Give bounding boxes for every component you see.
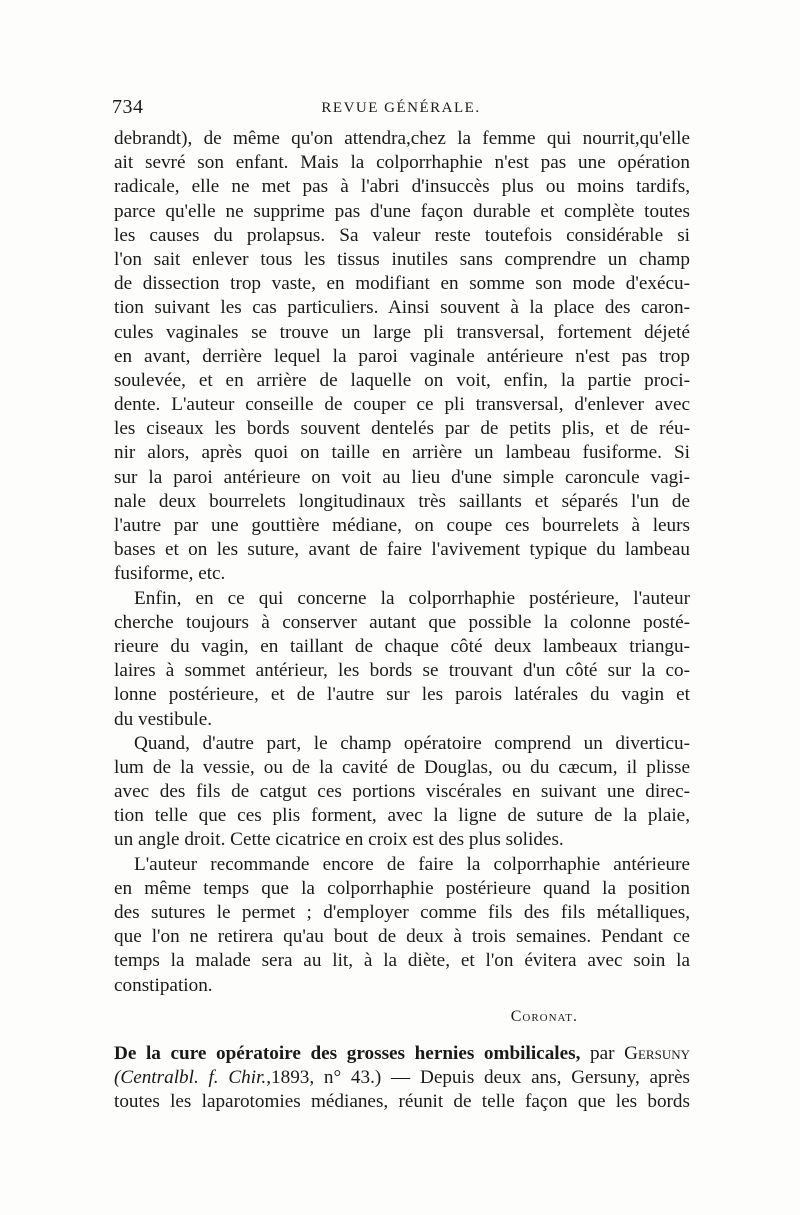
text-line: toutes les laparotomies médianes, réunit de telle façon que les bords — [114, 1091, 690, 1113]
text-line: nale deux bourrelets longitudinaux très saillants et séparés l'un de — [114, 490, 690, 512]
text-line: les causes du prolapsus. Sa valeur reste toutefois considérable si — [114, 224, 690, 246]
text-line: avec des fils de catgut ces portions viscérales en suivant une direc- — [114, 781, 690, 803]
journal-citation: (Centralbl. f. Chir. — [114, 1066, 267, 1088]
text-line: lum de la vessie, ou de la cavité de Douglas, ou du cæcum, il plisse — [114, 756, 690, 778]
text-fragment: — Depuis deux ans, Gersuny, après — [381, 1066, 690, 1088]
section-title: De la cure opératoire des grosses hernies ombilicales, — [114, 1042, 581, 1064]
text-line: Quand, d'autre part, le champ opératoire comprend un diverticu- — [134, 732, 690, 754]
citation-line — [114, 1066, 690, 1090]
text-line: sur la paroi antérieure on voit au lieu d'une simple caroncule vagi- — [114, 466, 690, 488]
text-line: dente. L'auteur conseille de couper ce pli transversal, d'enlever avec — [114, 394, 690, 416]
paragraph-3 — [114, 732, 690, 853]
text-line: un angle droit. Cette cicatrice en croix est des plus solides. — [114, 829, 564, 851]
text-line: constipation. — [114, 974, 213, 996]
section-hernies — [114, 1042, 690, 1115]
text-line: laires à sommet antérieur, les bords se trouvant d'un côté sur la co- — [114, 660, 690, 682]
section-gap — [114, 1028, 690, 1042]
text-line: des sutures le permet ; d'employer comme fils des fils métalliques, — [114, 902, 690, 923]
text-line: soulevée, et en arrière de laquelle on voit, enfin, la partie proci- — [114, 369, 690, 391]
text-line: L'auteur recommande encore de faire la colporrhaphie antérieure — [134, 853, 690, 875]
paragraph-4 — [114, 853, 690, 998]
text-line: radicale, elle ne met pas à l'abri d'insuccès plus ou moins tardifs, — [114, 176, 690, 198]
page-header — [112, 96, 690, 126]
signature-row — [114, 998, 690, 1028]
citation-details: ,1893, n° 43.) — [266, 1066, 382, 1088]
text-line: que l'on ne retirera qu'au bout de deux à trois semaines. Pendant ce — [114, 926, 690, 948]
body-text — [114, 127, 690, 1114]
by-word: par — [590, 1042, 615, 1064]
text-line: l'on sait enlever tous les tissus inutiles sans comprendre un champ — [114, 248, 690, 270]
section-author: Gersuny — [624, 1042, 690, 1064]
text-line: du vestibule. — [114, 708, 213, 730]
page-number: 734 — [112, 96, 144, 118]
text-line: ait sevré son enfant. Mais la colporrhaphie n'est pas une opération — [114, 152, 690, 174]
text-line: debrandt), de même qu'on attendra,chez la femme qui nourrit,qu'elle — [114, 128, 690, 149]
text-line: cules vaginales se trouve un large pli transversal, fortement déjeté — [114, 321, 690, 343]
text-line: en avant, derrière lequel la paroi vaginale antérieure n'est pas trop — [114, 345, 690, 367]
text-line: les ciseaux les bords souvent dentelés par de petits plis, et de réu- — [114, 418, 690, 440]
text-line: nir alors, après quoi on taille en arrière un lambeau fusiforme. Si — [114, 442, 690, 464]
text-line: de dissection trop vaste, en modifiant en somme son mode d'exécu- — [114, 273, 690, 295]
text-line: parce qu'elle ne supprime pas d'une façon durable et complète toutes — [114, 200, 690, 222]
paragraph-1 — [114, 127, 690, 587]
author-signature: Coronat. — [510, 1007, 578, 1025]
text-line: temps la malade sera au lit, à la diète, et l'on évitera avec soin la — [114, 950, 690, 972]
running-title: REVUE GÉNÉRALE. — [321, 100, 481, 116]
text-line: tion telle que ces plis forment, avec la ligne de suture de la plaie, — [114, 805, 690, 827]
text-line: en même temps que la colporrhaphie postérieure quand la position — [114, 877, 690, 899]
text-line: bases et on les suture, avant de faire l'avivement typique du lambeau — [114, 539, 690, 561]
section-title-line — [114, 1042, 690, 1066]
text-line: lonne postérieure, et de l'autre sur les parois latérales du vagin et — [114, 684, 690, 706]
text-line: fusiforme, etc. — [114, 563, 226, 585]
text-line: rieure du vagin, en taillant de chaque côté deux lambeaux triangu- — [114, 635, 690, 657]
text-line: l'autre par une gouttière médiane, on coupe ces bourrelets à leurs — [114, 515, 690, 536]
text-line: cherche toujours à conserver autant que possible la colonne posté- — [114, 611, 690, 633]
paragraph-2 — [114, 587, 690, 732]
text-line: tion suivant les cas particuliers. Ainsi souvent à la place des caron- — [114, 297, 690, 319]
text-line: Enfin, en ce qui concerne la colporrhaphie postérieure, l'auteur — [134, 587, 690, 609]
